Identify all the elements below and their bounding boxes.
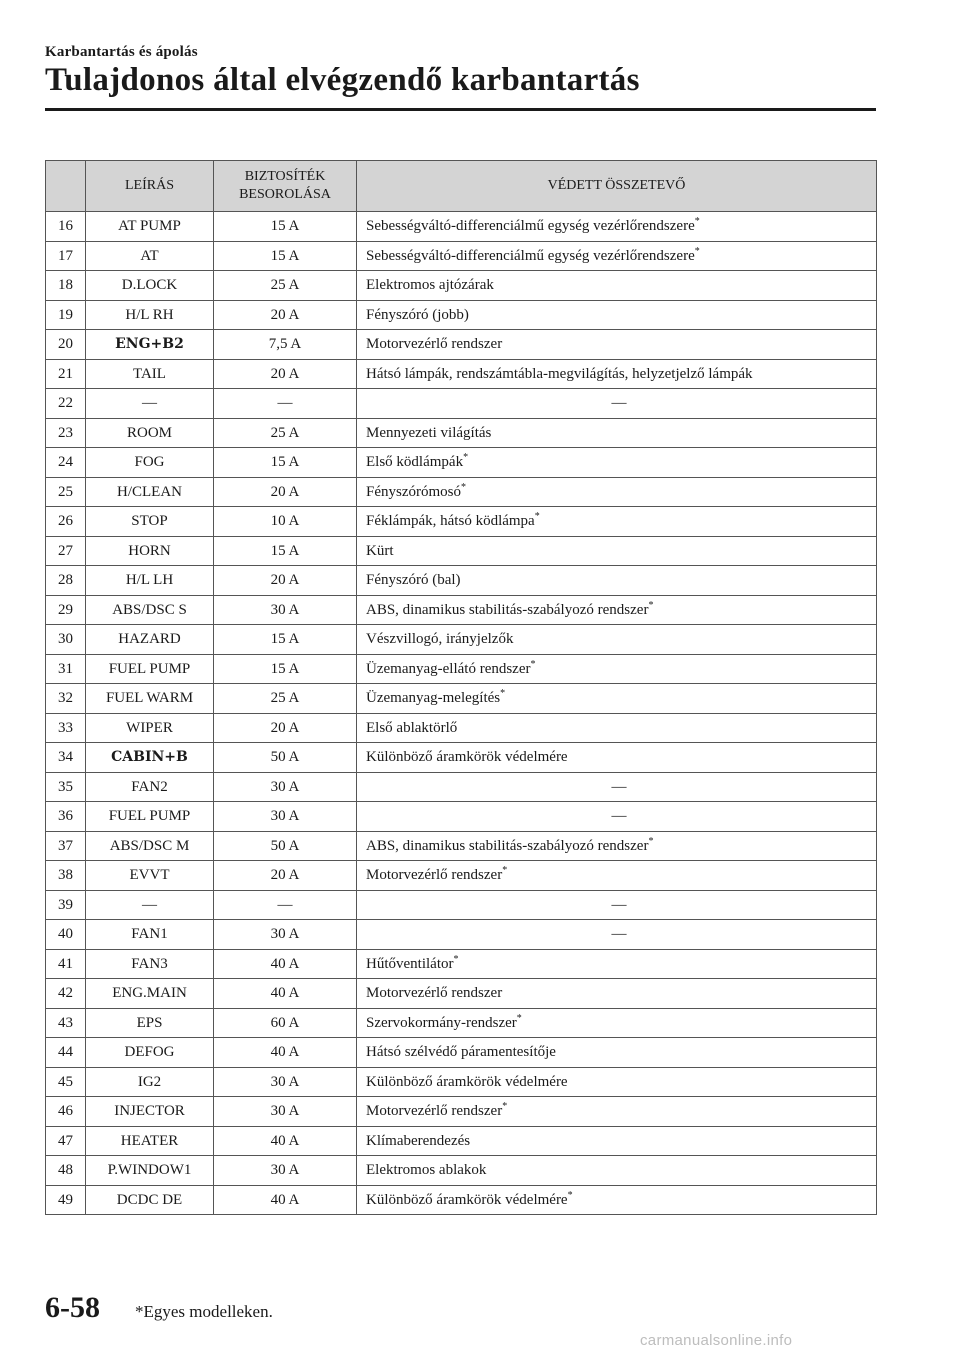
- table-row: [46, 389, 877, 419]
- table-row: [46, 949, 877, 979]
- fuse-number: 29: [46, 595, 86, 625]
- protected-component: [357, 1156, 877, 1186]
- table-row: [46, 1156, 877, 1186]
- protected-component: [357, 1126, 877, 1156]
- fuse-number: 45: [46, 1067, 86, 1097]
- protected-component: [357, 861, 877, 891]
- fuse-rating: 20 A: [214, 713, 357, 743]
- table-row: [46, 507, 877, 537]
- fuse-rating: 15 A: [214, 654, 357, 684]
- protected-component-text: Hátsó szélvédő páramentesítője: [366, 1044, 556, 1061]
- fuse-rating: 20 A: [214, 359, 357, 389]
- header-number: [46, 161, 86, 212]
- footnote-marker: *: [648, 835, 654, 847]
- fuse-description: FAN2: [86, 772, 214, 802]
- protected-component: [357, 448, 877, 478]
- protected-component-text: —: [611, 896, 627, 913]
- protected-component-text: —: [611, 808, 627, 825]
- fuse-rating: 15 A: [214, 536, 357, 566]
- fuse-number: 34: [46, 743, 86, 773]
- table-row: [46, 330, 877, 360]
- protected-component-text: Sebességváltó-differenciálmű egység vezérlőrendszere: [366, 218, 695, 235]
- protected-component: [357, 654, 877, 684]
- footnote-marker: *: [694, 216, 700, 228]
- fuse-number: 37: [46, 831, 86, 861]
- protected-component: [357, 1067, 877, 1097]
- fuse-rating: 30 A: [214, 802, 357, 832]
- table-row: [46, 654, 877, 684]
- fuse-description: —: [86, 389, 214, 419]
- protected-component: [357, 979, 877, 1009]
- fuse-description: DEFOG: [86, 1038, 214, 1068]
- fuse-number: 18: [46, 271, 86, 301]
- protected-component-text: Kürt: [366, 542, 394, 559]
- header-component: VÉDETT ÖSSZETEVŐ: [357, 161, 877, 212]
- fuse-description: INJECTOR: [86, 1097, 214, 1127]
- table-row: [46, 625, 877, 655]
- fuse-description: AT: [86, 241, 214, 271]
- table-row: [46, 802, 877, 832]
- table-row: [46, 359, 877, 389]
- fuse-number: 23: [46, 418, 86, 448]
- protected-component-text: Mennyezeti világítás: [366, 424, 492, 441]
- protected-component: [357, 389, 877, 419]
- protected-component-text: Első ablaktörlő: [366, 719, 458, 736]
- protected-component: [357, 212, 877, 242]
- fuse-table-body: [46, 212, 877, 1215]
- table-row: [46, 241, 877, 271]
- table-row: [46, 566, 877, 596]
- footnote-marker: *: [463, 452, 469, 464]
- footnote-marker: *: [530, 658, 536, 670]
- table-row: [46, 743, 877, 773]
- protected-component-text: Motorvezérlő rendszer: [366, 985, 503, 1002]
- protected-component-text: Szervokormány-rendszer: [366, 1014, 517, 1031]
- protected-component: [357, 920, 877, 950]
- fuse-description: D.LOCK: [86, 271, 214, 301]
- fuse-description: EPS: [86, 1008, 214, 1038]
- fuse-rating: 15 A: [214, 625, 357, 655]
- footnote-marker: *: [694, 245, 700, 257]
- table-row: [46, 831, 877, 861]
- fuse-number: 20: [46, 330, 86, 360]
- protected-component-text: Vészvillogó, irányjelzők: [366, 631, 514, 648]
- fuse-number: 30: [46, 625, 86, 655]
- protected-component-text: Sebességváltó-differenciálmű egység vezérlőrendszere: [366, 247, 695, 264]
- protected-component-text: —: [611, 778, 627, 795]
- table-row: [46, 890, 877, 920]
- table-row: [46, 1008, 877, 1038]
- fuse-number: 26: [46, 507, 86, 537]
- fuse-number: 35: [46, 772, 86, 802]
- protected-component-text: Első ködlámpák: [366, 454, 464, 471]
- fuse-rating: 30 A: [214, 920, 357, 950]
- fuse-number: 40: [46, 920, 86, 950]
- fuse-description: EVVT: [86, 861, 214, 891]
- protected-component: [357, 1097, 877, 1127]
- fuse-rating: 25 A: [214, 684, 357, 714]
- footnote-marker: *: [567, 1189, 573, 1201]
- protected-component: [357, 241, 877, 271]
- fuse-rating: 25 A: [214, 418, 357, 448]
- fuse-rating: 7,5 A: [214, 330, 357, 360]
- fuse-number: 43: [46, 1008, 86, 1038]
- protected-component-text: ABS, dinamikus stabilitás-szabályozó rendszer: [366, 837, 649, 854]
- fuse-rating: 20 A: [214, 477, 357, 507]
- table-row: [46, 1067, 877, 1097]
- fuse-rating: 25 A: [214, 271, 357, 301]
- protected-component: [357, 1185, 877, 1215]
- fuse-number: 31: [46, 654, 86, 684]
- fuse-description: WIPER: [86, 713, 214, 743]
- fuse-description: ROOM: [86, 418, 214, 448]
- fuse-number: 28: [46, 566, 86, 596]
- fuse-description: STOP: [86, 507, 214, 537]
- title-divider: [45, 108, 876, 111]
- fuse-description: FUEL WARM: [86, 684, 214, 714]
- protected-component: [357, 831, 877, 861]
- protected-component: [357, 802, 877, 832]
- fuse-number: 24: [46, 448, 86, 478]
- fuse-description: FOG: [86, 448, 214, 478]
- table-row: [46, 979, 877, 1009]
- table-row: [46, 1038, 877, 1068]
- fuse-description: H/CLEAN: [86, 477, 214, 507]
- protected-component-text: Hűtőventilátor: [366, 955, 454, 972]
- protected-component-text: —: [611, 926, 627, 943]
- table-row: [46, 212, 877, 242]
- fuse-description: CABIN+B: [86, 743, 214, 773]
- protected-component-text: Elektromos ajtózárak: [366, 277, 494, 294]
- fuse-number: 44: [46, 1038, 86, 1068]
- fuse-number: 49: [46, 1185, 86, 1215]
- protected-component: [357, 1038, 877, 1068]
- protected-component: [357, 271, 877, 301]
- footnote-marker: *: [516, 1012, 522, 1024]
- table-row: [46, 1097, 877, 1127]
- footnote-marker: *: [461, 481, 466, 493]
- protected-component-text: Motorvezérlő rendszer: [366, 336, 503, 353]
- protected-component: [357, 625, 877, 655]
- protected-component: [357, 477, 877, 507]
- fuse-description: P.WINDOW1: [86, 1156, 214, 1186]
- fuse-table: [45, 160, 877, 1215]
- protected-component: [357, 359, 877, 389]
- fuse-number: 25: [46, 477, 86, 507]
- fuse-rating: 20 A: [214, 300, 357, 330]
- footnote-marker: *: [534, 511, 540, 523]
- fuse-number: 39: [46, 890, 86, 920]
- table-row: [46, 300, 877, 330]
- fuse-number: 38: [46, 861, 86, 891]
- footnote: *Egyes modelleken.: [135, 1302, 273, 1321]
- fuse-number: 32: [46, 684, 86, 714]
- fuse-rating: —: [214, 389, 357, 419]
- table-row: [46, 477, 877, 507]
- protected-component-text: Klímaberendezés: [366, 1132, 471, 1149]
- fuse-number: 36: [46, 802, 86, 832]
- fuse-description: HORN: [86, 536, 214, 566]
- fuse-number: 47: [46, 1126, 86, 1156]
- fuse-number: 19: [46, 300, 86, 330]
- protected-component: [357, 890, 877, 920]
- protected-component: [357, 330, 877, 360]
- table-row: [46, 536, 877, 566]
- protected-component-text: Elektromos ablakok: [366, 1162, 487, 1179]
- fuse-rating: 40 A: [214, 1126, 357, 1156]
- protected-component: [357, 772, 877, 802]
- protected-component-text: Fényszóró (bal): [366, 572, 461, 589]
- protected-component-text: Fényszóró (jobb): [366, 306, 469, 323]
- table-row: [46, 418, 877, 448]
- table-row: [46, 772, 877, 802]
- fuse-description: IG2: [86, 1067, 214, 1097]
- fuse-rating: 30 A: [214, 1067, 357, 1097]
- fuse-description: AT PUMP: [86, 212, 214, 242]
- protected-component-text: Különböző áramkörök védelmére: [366, 749, 568, 766]
- fuse-rating: 40 A: [214, 979, 357, 1009]
- footnote-marker: *: [502, 1101, 508, 1113]
- fuse-description: TAIL: [86, 359, 214, 389]
- fuse-number: 27: [46, 536, 86, 566]
- table-header-row: [46, 161, 877, 212]
- fuse-rating: 30 A: [214, 772, 357, 802]
- fuse-description: —: [86, 890, 214, 920]
- protected-component-text: Különböző áramkörök védelmére: [366, 1073, 568, 1090]
- fuse-description: HEATER: [86, 1126, 214, 1156]
- fuse-description: ABS/DSC M: [86, 831, 214, 861]
- fuse-number: 21: [46, 359, 86, 389]
- fuse-description: H/L RH: [86, 300, 214, 330]
- fuse-rating: 15 A: [214, 448, 357, 478]
- protected-component: [357, 595, 877, 625]
- protected-component-text: Üzemanyag-melegítés: [366, 690, 501, 707]
- fuse-rating: 10 A: [214, 507, 357, 537]
- table-row: [46, 920, 877, 950]
- table-row: [46, 713, 877, 743]
- footnote-marker: *: [453, 953, 459, 965]
- footnote-marker: *: [648, 599, 654, 611]
- watermark: carmanualsonline.info: [640, 1332, 793, 1349]
- fuse-number: 17: [46, 241, 86, 271]
- protected-component-text: Motorvezérlő rendszer: [366, 867, 503, 884]
- table-row: [46, 595, 877, 625]
- fuse-rating: 40 A: [214, 1038, 357, 1068]
- fuse-number: 41: [46, 949, 86, 979]
- fuse-description: FAN1: [86, 920, 214, 950]
- protected-component: [357, 684, 877, 714]
- fuse-rating: 30 A: [214, 1097, 357, 1127]
- fuse-rating: 50 A: [214, 743, 357, 773]
- protected-component: [357, 713, 877, 743]
- protected-component-text: ABS, dinamikus stabilitás-szabályozó rendszer: [366, 601, 649, 618]
- fuse-description: ENG.MAIN: [86, 979, 214, 1009]
- protected-component: [357, 1008, 877, 1038]
- fuse-description: FUEL PUMP: [86, 802, 214, 832]
- fuse-number: 46: [46, 1097, 86, 1127]
- page-number: 6-58: [45, 1291, 100, 1324]
- protected-component-text: Fényszórómosó: [366, 483, 461, 500]
- fuse-number: 48: [46, 1156, 86, 1186]
- fuse-rating: 30 A: [214, 1156, 357, 1186]
- fuse-rating: 20 A: [214, 861, 357, 891]
- protected-component-text: Üzemanyag-ellátó rendszer: [366, 660, 531, 677]
- protected-component: [357, 300, 877, 330]
- footnote-marker: *: [500, 688, 506, 700]
- table-row: [46, 448, 877, 478]
- table-row: [46, 684, 877, 714]
- table-row: [46, 1126, 877, 1156]
- protected-component-text: Féklámpák, hátsó ködlámpa: [366, 513, 535, 530]
- page-title: Tulajdonos által elvégzendő karbantartás: [45, 62, 640, 98]
- section-title: Karbantartás és ápolás: [45, 44, 198, 60]
- footnote-marker: *: [502, 865, 508, 877]
- fuse-rating: 40 A: [214, 1185, 357, 1215]
- fuse-number: 22: [46, 389, 86, 419]
- header-description: LEÍRÁS: [86, 161, 214, 212]
- fuse-rating: 50 A: [214, 831, 357, 861]
- fuse-description: FUEL PUMP: [86, 654, 214, 684]
- protected-component: [357, 949, 877, 979]
- fuse-rating: 60 A: [214, 1008, 357, 1038]
- fuse-description: DCDC DE: [86, 1185, 214, 1215]
- protected-component: [357, 536, 877, 566]
- protected-component: [357, 566, 877, 596]
- fuse-rating: —: [214, 890, 357, 920]
- protected-component: [357, 507, 877, 537]
- fuse-rating: 15 A: [214, 241, 357, 271]
- fuse-rating: 40 A: [214, 949, 357, 979]
- table-row: [46, 1185, 877, 1215]
- fuse-description: FAN3: [86, 949, 214, 979]
- table-row: [46, 861, 877, 891]
- protected-component-text: —: [611, 395, 627, 412]
- fuse-number: 42: [46, 979, 86, 1009]
- protected-component-text: Különböző áramkörök védelmére: [366, 1191, 568, 1208]
- protected-component-text: Motorvezérlő rendszer: [366, 1103, 503, 1120]
- fuse-number: 16: [46, 212, 86, 242]
- fuse-number: 33: [46, 713, 86, 743]
- fuse-description: HAZARD: [86, 625, 214, 655]
- fuse-description: ENG+B2: [86, 330, 214, 360]
- protected-component: [357, 743, 877, 773]
- fuse-description: ABS/DSC S: [86, 595, 214, 625]
- fuse-description: H/L LH: [86, 566, 214, 596]
- fuse-rating: 30 A: [214, 595, 357, 625]
- header-rating: BIZTOSÍTÉK BESOROLÁSA: [214, 161, 357, 212]
- protected-component-text: Hátsó lámpák, rendszámtábla-megvilágítás, helyzetjelző lámpák: [366, 365, 753, 382]
- table-row: [46, 271, 877, 301]
- fuse-rating: 15 A: [214, 212, 357, 242]
- fuse-rating: 20 A: [214, 566, 357, 596]
- protected-component: [357, 418, 877, 448]
